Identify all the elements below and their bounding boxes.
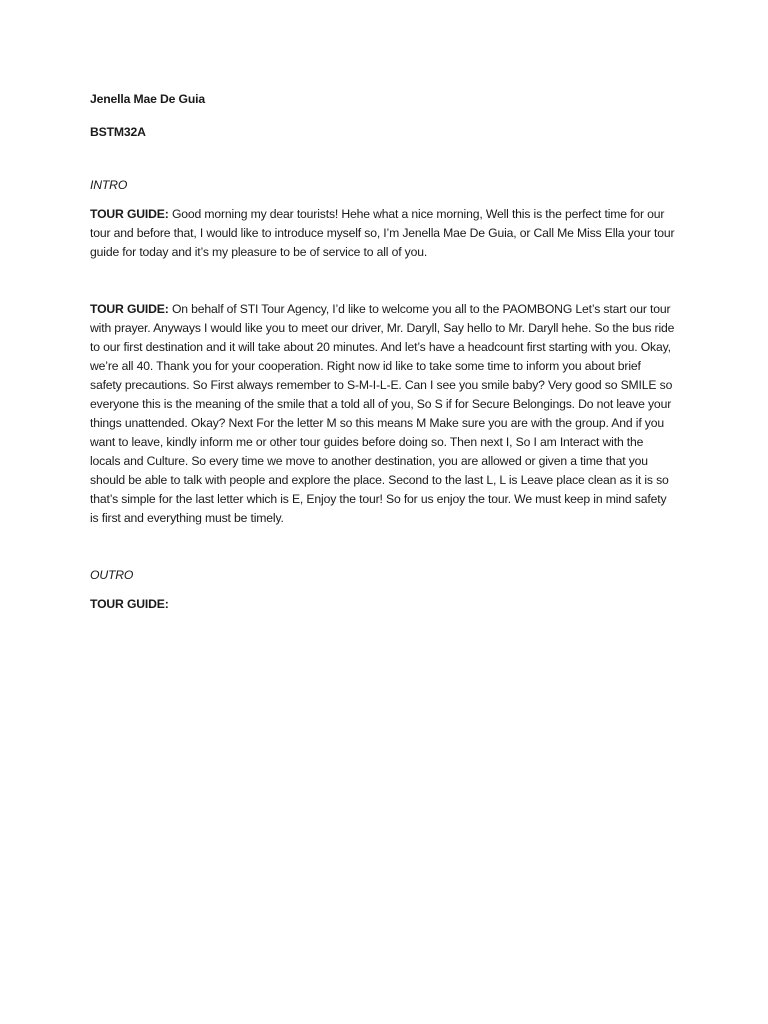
intro-text: Good morning my dear tourists! Hehe what a nice morning, Well this is the perfect time for our tour and before that, I would like to introduce myself so, I’m Jenella Mae De Guia, or Call Me Miss Ella your tour guide for today and it’s my pleasure to be of service to all of you. bbox=[90, 207, 675, 259]
body-text: On behalf of STI Tour Agency, I’d like to welcome you all to the PAOMBONG Let’s start our tour with prayer. Anyways I would like you to meet our driver, Mr. Daryll, Say hello to Mr. Daryll hehe. So the bus ride to our first destination and it will take about 20 minutes. And let’s have a headcount first starting with you. Okay, we’re all 40. Thank you for your cooperation. Right now id like to take some time to inform you about brief safety precautions. So First always remember to S-M-I-L-E. Can I see you smile baby? Very good so SMILE so everyone this is the meaning of the smile that a told all of you, So S if for Secure Belongings. Do not leave your things unattended. Okay? Next For the letter M so this means M Make sure you are with the group. And if you want to leave, kindly inform me or other tour guides before doing so. Then next I, So I am Interact with the locals and Culture. So every time we move to another destination, you are allowed or given a time that you should be able to talk with people and explore the place. Second to the last L, L is Leave place clean as it is so that’s simple for the last letter which is E, Enjoy the tour! So for us enjoy the tour. We must keep in mind safety is first and everything must be timely. bbox=[90, 302, 675, 525]
body-paragraph bbox=[90, 300, 675, 528]
document-page bbox=[90, 90, 675, 614]
author-name: Jenella Mae De Guia bbox=[90, 92, 206, 106]
outro-heading: OUTRO bbox=[90, 568, 134, 582]
intro-heading: INTRO bbox=[90, 178, 128, 192]
class-section: BSTM32A bbox=[90, 125, 146, 139]
outro-speaker-label: TOUR GUIDE: bbox=[90, 597, 169, 611]
body-speaker-label: TOUR GUIDE: bbox=[90, 302, 169, 316]
intro-paragraph bbox=[90, 205, 675, 262]
intro-speaker-label: TOUR GUIDE: bbox=[90, 207, 169, 221]
